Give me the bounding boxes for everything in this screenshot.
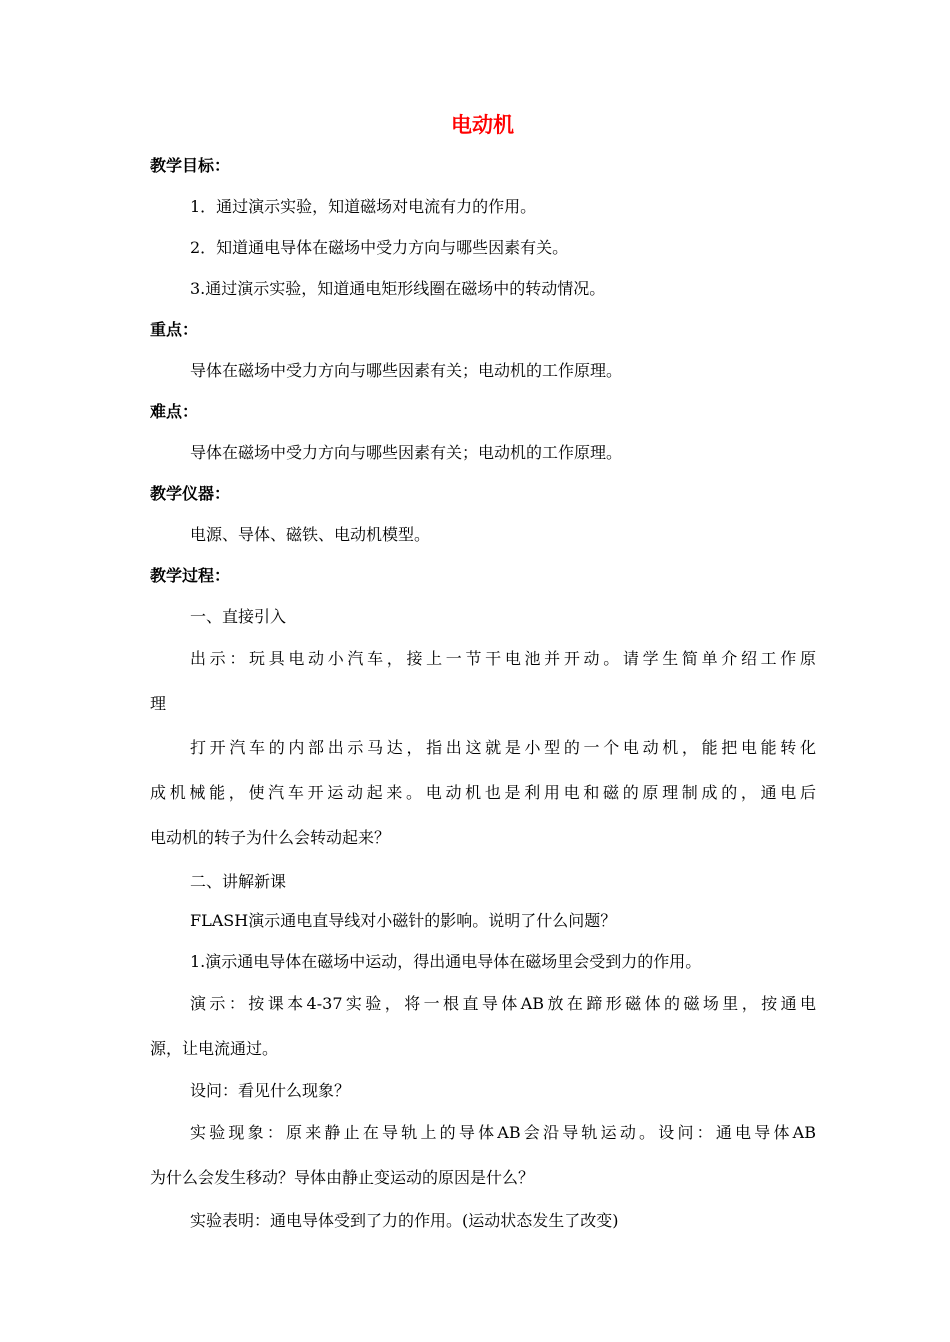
difficult-points-heading: 难点：	[150, 402, 199, 421]
section-heading-new-lesson: 二、讲解新课	[190, 872, 287, 891]
paragraph-line: 理	[150, 694, 167, 713]
paragraph-line: 1.演示通电导体在磁场中运动，得出通电导体在磁场里会受到力的作用。	[190, 952, 702, 971]
paragraph-line: 设问：看见什么现象？	[190, 1081, 351, 1100]
paragraph-line: 电动机的转子为什么会转动起来？	[150, 828, 391, 847]
paragraph-line: 源，让电流通过。	[150, 1039, 279, 1058]
section-heading-intro: 一、直接引入	[190, 607, 287, 626]
document-title: 电动机	[451, 113, 514, 137]
key-points-heading: 重点：	[150, 320, 199, 339]
paragraph-line: 实验表明：通电导体受到了力的作用。(运动状态发生了改变)	[190, 1211, 619, 1230]
objective-item: 3.通过演示实验，知道通电矩形线圈在磁场中的转动情况。	[190, 279, 606, 298]
paragraph-line: 演示：按课本4-37实验，将一根直导体AB放在蹄形磁体的磁场里，按通电	[190, 994, 816, 1013]
instruments-heading: 教学仪器：	[150, 484, 231, 503]
objective-item: 2．知道通电导体在磁场中受力方向与哪些因素有关。	[190, 238, 569, 257]
key-points-text: 导体在磁场中受力方向与哪些因素有关；电动机的工作原理。	[190, 361, 623, 380]
paragraph-line: 实验现象：原来静止在导轨上的导体AB会沿导轨运动。设问：通电导体AB	[190, 1123, 816, 1142]
process-heading: 教学过程：	[150, 566, 231, 585]
difficult-points-text: 导体在磁场中受力方向与哪些因素有关；电动机的工作原理。	[190, 443, 623, 462]
paragraph-line: FLASH演示通电直导线对小磁针的影响。说明了什么问题？	[190, 911, 617, 930]
paragraph-line: 出示：玩具电动小汽车，接上一节干电池并开动。请学生简单介绍工作原	[190, 649, 816, 668]
paragraph-line: 打开汽车的内部出示马达，指出这就是小型的一个电动机，能把电能转化	[190, 738, 816, 757]
paragraph-line: 为什么会发生移动？导体由静止变运动的原因是什么？	[150, 1168, 535, 1187]
objective-item: 1．通过演示实验，知道磁场对电流有力的作用。	[190, 197, 537, 216]
instruments-text: 电源、导体、磁铁、电动机模型。	[190, 525, 431, 544]
paragraph-line: 成机械能，使汽车开运动起来。电动机也是利用电和磁的原理制成的，通电后	[150, 783, 816, 802]
objectives-heading: 教学目标：	[150, 156, 231, 175]
